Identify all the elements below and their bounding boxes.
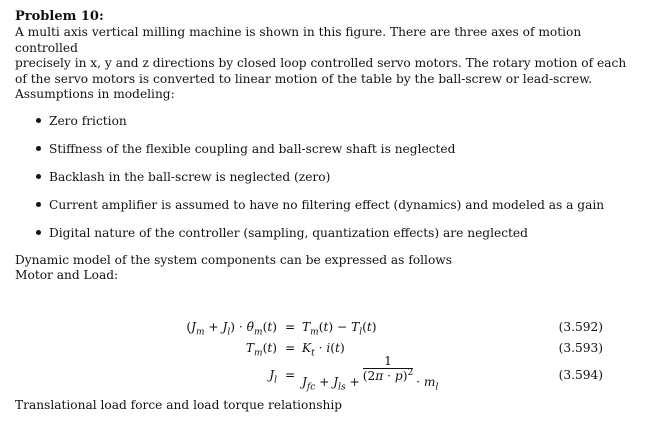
assumption-text: Digital nature of the controller (sampling, quantization effects) are neglected xyxy=(49,225,528,240)
bullet-icon xyxy=(36,230,41,235)
assumptions-list xyxy=(15,113,635,253)
dynamic-model-line: Dynamic model of the system components can be expressed as follows xyxy=(15,252,452,267)
assumption-item xyxy=(15,169,635,197)
equation-rhs: $T_m(t) - T_l(t)$ xyxy=(302,320,377,338)
equals-sign: = xyxy=(285,368,296,382)
bullet-icon xyxy=(36,146,41,151)
problem-title: Problem 10: xyxy=(15,9,104,24)
assumption-text: Backlash in the ball-screw is neglected (zero) xyxy=(49,169,331,184)
intro-line-3: of the servo motors is converted to linear motion of the table by the ball-screw or lead-screw. xyxy=(15,71,593,86)
bullet-icon xyxy=(36,174,41,179)
assumption-item xyxy=(15,225,635,253)
intro-line-1: A multi axis vertical milling machine is shown in this figure. There are three axes of motion controlled xyxy=(15,25,582,55)
equation-3-592 xyxy=(15,320,635,340)
intro-line-2: precisely in x, y and z directions by closed loop controlled servo motors. The rotary motion of each xyxy=(15,56,627,70)
equation-3-594 xyxy=(15,354,635,393)
equation-number: (3.594) xyxy=(558,368,603,382)
assumption-item xyxy=(15,141,635,169)
equation-number: (3.593) xyxy=(558,341,603,355)
assumption-text: Zero friction xyxy=(49,113,127,128)
equals-sign: = xyxy=(285,341,296,355)
assumption-item xyxy=(15,197,635,225)
assumption-item xyxy=(15,113,635,141)
equation-lhs: $(J_m + J_l)$ · $\thetä_m(t)$ xyxy=(186,320,277,338)
load-force-heading: Translational load force and load torque relationship xyxy=(15,398,343,412)
motor-load-heading: Motor and Load: xyxy=(15,268,119,282)
assumption-text: Stiffness of the flexible coupling and ball-screw shaft is neglected xyxy=(49,141,456,156)
bullet-icon xyxy=(36,202,41,207)
equation-lhs: $J_l$ xyxy=(269,368,277,386)
equation-number: (3.592) xyxy=(558,320,603,334)
equation-rhs: $J_{fc} + J_{ls}$ + $\frac{1}{(2\pi \cdot p)^2}$ · $m_l$ xyxy=(302,354,439,393)
fraction: $\frac{1}{(2\pi \cdot p)^2}$ xyxy=(362,354,414,383)
bullet-icon xyxy=(36,118,41,123)
equation-rhs: $K_t \cdot i(t)$ xyxy=(302,341,345,359)
equals-sign: = xyxy=(285,320,296,334)
assumptions-heading: Assumptions in modeling: xyxy=(15,87,175,101)
document-page xyxy=(15,9,635,412)
assumption-text: Current amplifier is assumed to have no filtering effect (dynamics) and modeled as a gain xyxy=(49,197,605,212)
equation-lhs: $T_m(t)$ xyxy=(245,341,277,359)
